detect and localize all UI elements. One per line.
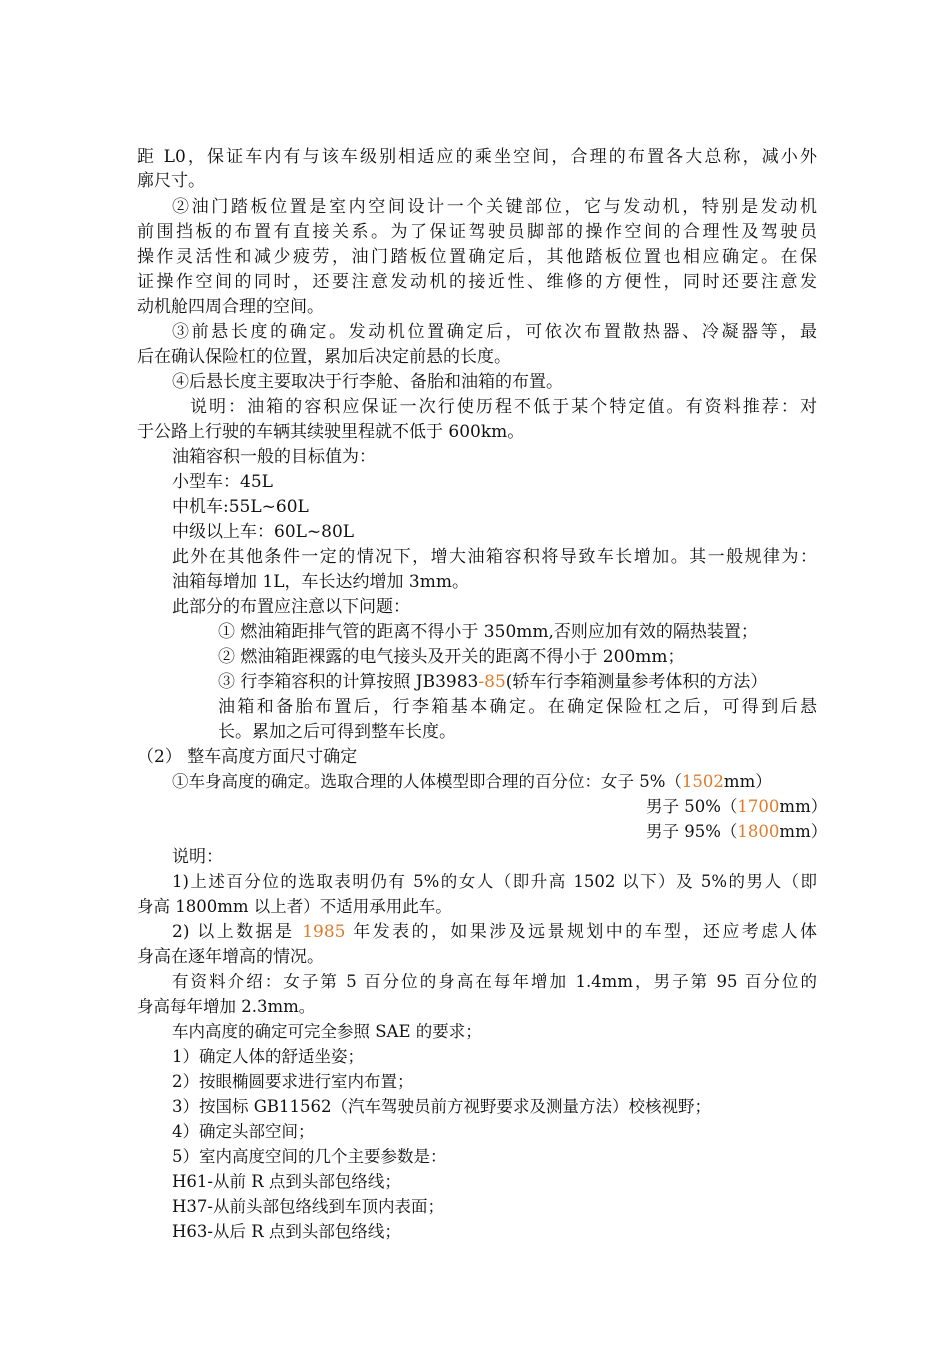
text-line: 油箱容积一般的目标值为： bbox=[172, 447, 376, 467]
text-line: 男子 95%（1800mm） bbox=[646, 822, 828, 841]
text-line: 前围挡板的布置有直接关系。为了保证驾驶员脚部的操作空间的合理性及驾驶员 bbox=[137, 222, 817, 242]
text-line: 证操作空间的同时，还要注意发动机的接近性、维修的方便性，同时还要注意发 bbox=[137, 272, 817, 292]
text-line: 长。累加之后可得到整车长度。 bbox=[218, 722, 456, 742]
text-line: 身高在逐年增高的情况。 bbox=[137, 947, 324, 967]
text-line: 此外在其他条件一定的情况下，增大油箱容积将导致车长增加。其一般规律为： bbox=[172, 547, 817, 567]
list-item: 3）按国标 GB11562（汽车驾驶员前方视野要求及测量方法）校核视野； bbox=[172, 1097, 712, 1116]
text-line: 距 L0，保证车内有与该车级别相适应的乘坐空间，合理的布置各大总称，减小外 bbox=[137, 147, 817, 167]
text-line: 操作灵活性和减少疲劳，油门踏板位置确定后，其他踏板位置也相应确定。在保 bbox=[137, 247, 817, 267]
text-line: 中机车:55L~60L bbox=[172, 497, 309, 517]
list-item: 1）确定人体的舒适坐姿； bbox=[172, 1047, 364, 1066]
text-line: 身高每年增加 2.3mm。 bbox=[137, 997, 316, 1016]
text-line: 说明：油箱的容积应保证一次行使历程不低于某个特定值。有资料推荐：对 bbox=[190, 397, 817, 417]
list-item: ① 燃油箱距排气管的距离不得小于 350mm,否则应加有效的隔热装置； bbox=[218, 622, 758, 642]
list-item: 4）确定头部空间； bbox=[172, 1122, 315, 1141]
text-line: 小型车：45L bbox=[172, 472, 273, 492]
text-line: ③前悬长度的确定。发动机位置确定后，可依次布置散热器、冷凝器等，最 bbox=[172, 322, 817, 342]
text-line: 廓尺寸。 bbox=[137, 171, 205, 191]
list-item: H61-从前 R 点到头部包络线； bbox=[172, 1172, 401, 1191]
text-line: ②油门踏板位置是室内空间设计一个关键部位，它与发动机，特别是发动机 bbox=[172, 197, 817, 217]
text-line: ④后悬长度主要取决于行李舱、备胎和油箱的布置。 bbox=[172, 372, 563, 392]
text-line: 中级以上车：60L~80L bbox=[172, 522, 355, 542]
text-line: 男子 50%（1700mm） bbox=[646, 797, 828, 816]
text-line: 后在确认保险杠的位置，累加后决定前悬的长度。 bbox=[137, 347, 511, 367]
text-line: 动机舱四周合理的空间。 bbox=[137, 297, 324, 317]
text-line: 此部分的布置应注意以下问题： bbox=[172, 597, 410, 617]
text-line: 1)上述百分位的选取表明仍有 5%的女人（即升高 1502 以下）及 5%的男人（即 bbox=[172, 872, 817, 891]
list-item: ② 燃油箱距裸露的电气接头及开关的距离不得小于 200mm； bbox=[218, 647, 685, 667]
text-line: 有资料介绍：女子第 5 百分位的身高在每年增加 1.4mm，男子第 95 百分位的 bbox=[172, 972, 817, 991]
text-line: 身高 1800mm 以上者）不适用承用此车。 bbox=[137, 897, 452, 916]
section-heading: （2） 整车高度方面尺寸确定 bbox=[137, 747, 358, 767]
list-item: 2）按眼椭圆要求进行室内布置； bbox=[172, 1072, 414, 1091]
text-line: 说明： bbox=[172, 847, 223, 867]
text-line: 于公路上行驶的车辆其续驶里程就不低于 600km。 bbox=[137, 422, 525, 442]
text-line: ①车身高度的确定。选取合理的人体模型即合理的百分位：女子 5%（1502mm） bbox=[172, 772, 772, 791]
list-item: ③ 行李箱容积的计算按照 JB3983-85(轿车行李箱测量参考体积的方法） bbox=[218, 672, 768, 692]
text-line: 2) 以上数据是 1985 年发表的，如果涉及远景规划中的车型，还应考虑人体 bbox=[172, 922, 818, 942]
text-line: 车内高度的确定可完全参照 SAE 的要求； bbox=[172, 1022, 482, 1041]
list-item: H63-从后 R 点到头部包络线； bbox=[172, 1222, 401, 1241]
list-item: H37-从前头部包络线到车顶内表面； bbox=[172, 1197, 444, 1216]
list-item: 5）室内高度空间的几个主要参数是： bbox=[172, 1147, 447, 1166]
text-line: 油箱每增加 1L，车长达约增加 3mm。 bbox=[172, 572, 469, 592]
text-line: 油箱和备胎布置后，行李箱基本确定。在确定保险杠之后，可得到后悬 bbox=[218, 697, 817, 717]
